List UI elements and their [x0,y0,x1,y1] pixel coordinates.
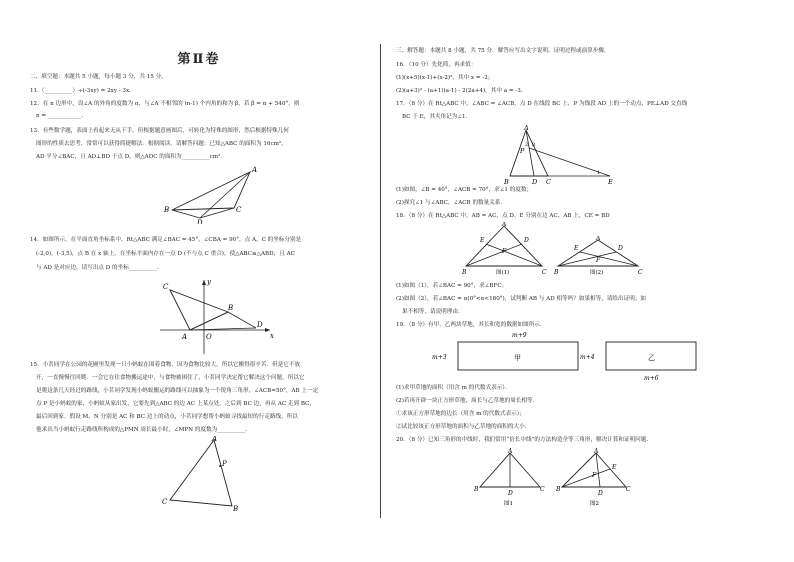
figure-20-1 [474,447,550,509]
label-o: O [206,333,212,341]
label-c: C [638,269,643,276]
question-19-part1: (1)求甲草地的面积（用含 m 的代数式表示）． [396,385,511,391]
label-c: C [162,498,168,506]
label-b: B [554,269,559,276]
label-a: A [594,448,599,455]
label-c: C [626,486,631,493]
label-x: x [270,332,274,340]
label-a: A [212,436,218,443]
question-12: 12．在 n 边形中，设∠A 的外角的度数为 α，与∠A 不相邻的 (n-1) 个内角的和为 β，若 β = α + 540°，则 [30,101,300,107]
angle-3: 3 [532,142,536,148]
label-d: D [532,178,538,186]
figure-15 [158,436,248,512]
label-c: C [540,486,545,493]
question-13-line3: AD 平分∠BAC，且 AD⊥BD 于点 D，则△ADC 的面积为__________cm²． [36,154,226,160]
figure-17 [500,124,616,186]
figure-18-2 [554,236,644,276]
angle-2: 2 [525,142,529,148]
question-16-part2: (2)(a+3)² - (a+1)(a-1) - 2(2a+4)，其中 a = -3． [396,88,527,94]
label-d: D [524,237,529,244]
question-17-part2: (2)探究∠1 与∠ABC，∠ACB 的数量关系． [396,200,507,206]
figure-14 [158,276,278,356]
question-11: 11.（__________）÷(-3xy) = 2xy - 3x． [30,88,135,94]
label-a: A [252,166,258,174]
label-e: E [480,237,485,244]
label-c: C [163,283,169,291]
figure-13 [160,164,270,224]
figure-20-2 [556,447,636,509]
question-14-line2: (-2,0)，(-3,5)，点 B 在 x 轴上，在坐标平面内存在一点 D (不与点 C 重合)，使△ABC≌△ABD，且 AC [36,251,295,257]
label-y: y [207,278,211,286]
label-b: B [556,486,561,493]
question-19-part2b: ②试比较该正方形草地的面积与乙草地的面积的大小． [396,424,531,430]
label-a: A [524,124,529,132]
question-12-blank: n = ____________． [36,113,88,119]
question-19-part2a: ①求该正方形草地的边长（用含 m 的代数式表示）； [396,411,526,417]
question-14-line3: 与 AD 是对应边，请写出点 D 的坐标__________． [36,265,163,271]
label-b: B [462,269,467,276]
question-19-part2: (2)若再开辟一块正方形草地，周长与乙草地的周长相等． [396,398,539,404]
plot-jia-label: 甲 [514,354,521,362]
section3-heading: 三、解答题：本题共 8 小题，共 75 分．解答应写出文字说明、证明过程或演算步骤。 [396,48,610,54]
label-e: E [612,464,617,471]
question-15-line2: 开，一直慢慢往回爬．一会它在往食物搬运途中，与食物被困住了，小茗同学决定帮它解决这个问题，所以它 [36,375,305,381]
dim-jia-top: m+9 [512,332,527,339]
question-19: 19．（8 分）有甲、乙两块草地，其长和宽的数据如图所示． [396,322,546,328]
label-f: F [596,257,601,264]
label-a: A [508,448,513,455]
label-b: B [474,486,479,493]
question-17-part1: (1)如图，∠B = 40°，∠ACB = 70°，求∠1 的度数； [396,187,533,193]
angle-1: 1 [597,170,601,176]
label-p: P [222,460,227,468]
question-18-part2-line2: 果不相等，请说明理由． [402,309,464,315]
question-15-line1: 15．小茗同学在公园的花圃里发现一只小蚂蚁在围着食物，因为食物比较大，所以它搬得很辛苦．但是它不放 [30,362,301,368]
label-d: D [257,321,263,329]
label-c: C [546,178,551,186]
figure-18-1-caption: 图(1) [496,270,510,276]
label-c: C [236,206,242,214]
question-16: 16．（10 分）先化简，再求值： [396,62,477,68]
label-f: F [502,248,507,255]
question-15-line3: 是爬这条几天经过的路线，小茗同学发现小蚂蚁搬运的路线可以抽象为一个锐角三角形，∠ACB=50°，AB 上一定 [36,388,319,394]
label-c: C [542,269,547,276]
label-b: B [228,304,234,312]
label-b: B [504,178,509,186]
section2-heading: 二、填空题：本题共 5 小题，每小题 3 分，共 15 分。 [30,74,167,80]
question-17-line1: 17．（8 分）在 Rt△ABC 中，∠ABC = ∠ACB，点 D 在线段 BC 上，P 为线段 AD 上的一个动点，PE⊥AD 交直线 [396,101,688,107]
section-title: 第Ⅱ卷 [177,52,221,67]
question-16-part1: (1)(x+5)(x-1)+(x-2)²，其中 x = -2； [396,75,494,81]
question-13-line1: 13．有些数学题，表面上看起来无从下手，但根据题意画图后，可转化为特殊的图形，然后根据特殊几何 [30,128,289,134]
plot-yi-label: 乙 [648,354,655,362]
figure-20-2-caption: 图2 [590,501,599,507]
label-d: D [618,245,623,252]
label-d: D [598,490,603,497]
question-18-part2-line1: (2)如图（2），若∠BAC = α(0°<α<180°)，试判断 AB 与 AD 相等吗？如果相等，请给出证明；如 [396,296,646,302]
question-14-line1: 14．如图所示，在平面直角坐标系中，Rt△ABC 满足∠BAC = 45°，∠CBA = 90°，点 A，C 的坐标分别是 [30,237,302,243]
figure-20-1-caption: 图1 [504,501,513,507]
label-a: A [596,236,601,242]
question-20: 20．（8 分）已知三角形的中线时，我们常用“倍长中线”的方法构造全等三角形，解决计算和证明问题． [396,437,652,443]
label-a: A [182,333,188,341]
dim-yi-side: m+4 [580,354,595,361]
label-a: A [502,222,507,228]
question-18: 18．（8 分）在 Rt△ABC 中，AB = AC，点 D、E 分别在边 AC、AB 上，CE = BD [396,213,610,219]
dim-yi-bottom: m+6 [644,375,659,382]
question-15-line6: 他求出当小蚂蚁行走路线所构成的△PMN 周长最小时，∠MPN 的度数为__________． [36,427,251,433]
question-18-part1: (1)如图（1），若∠BAC = 90°，求∠BFC； [396,283,508,289]
question-15-line5: 最后回到家．假设 M、N 分别是 AC 和 BC 边上的动点，小茗同学想帮小蚂蚁寻找最短的行走路线，所以 [36,414,298,420]
question-13-line2: 图形的性质去思考，常常可以获得简捷解法．根据阅读，请解答问题：已知△ABC 的面积为 16cm²， [36,141,287,147]
figure-18-2-caption: 图(2) [590,270,604,276]
dim-jia-side: m+3 [432,354,447,361]
label-f: F [592,472,597,479]
question-17-line2: BC 于 E，其夹角记为∠1． [402,114,472,120]
label-e: E [574,245,579,252]
label-d: D [508,490,513,497]
label-d: D [197,219,203,224]
label-b: B [233,505,239,512]
figure-18-1 [462,222,552,276]
label-b: B [164,206,170,214]
label-e: E [608,178,613,186]
label-p: P [520,147,525,155]
column-divider [380,44,381,518]
figure-19 [418,330,758,382]
question-15-line4: 点 P 是小蚂蚁的家，小蚂蚁从家出发，它要先到△ABC 的边 AC 上某点处，之后到 BC 边，再从 AC 走到 BC， [36,401,315,407]
